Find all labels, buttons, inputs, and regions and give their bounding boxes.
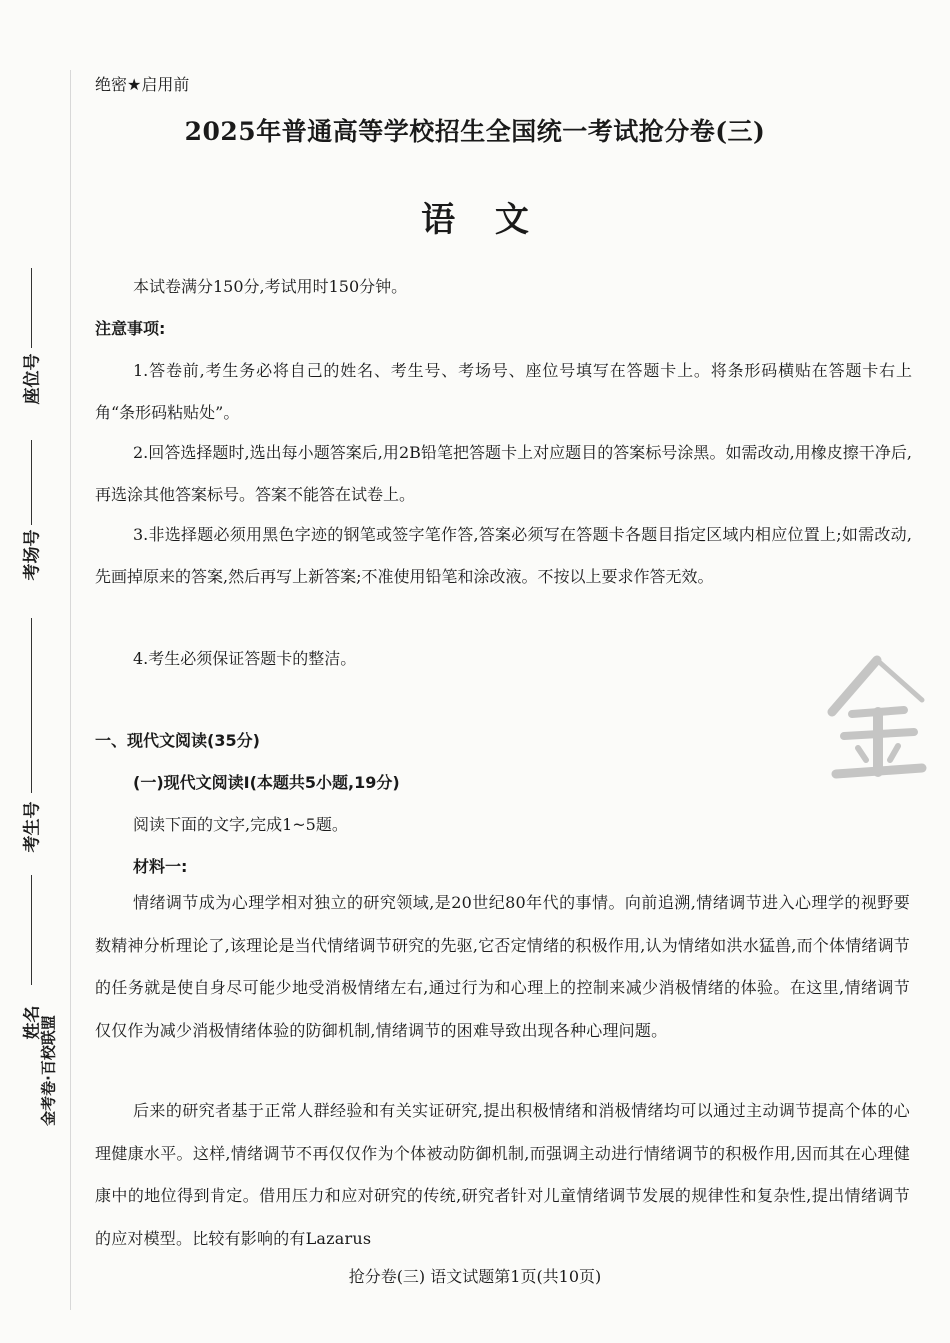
name-blank[interactable] bbox=[31, 875, 32, 985]
notice-item-2: 2.回答选择题时,选出每小题答案后,用2B铅笔把答题卡上对应题目的答案标号涂黑。如需改动,用橡皮擦干净后,再选涂其他答案标号。答案不能答在试卷上。 bbox=[95, 443, 912, 504]
page-footer: 抢分卷(三) 语文试题第1页(共10页) bbox=[348, 1267, 602, 1286]
room-label: 考场号 bbox=[22, 529, 43, 581]
notice-item-4: 4.考生必须保证答题卡的整洁。 bbox=[133, 649, 357, 668]
notice-item-1: 1.答卷前,考生务必将自己的姓名、考生号、考场号、座位号填写在答题卡上。将条形码横贴在答题卡右上角“条形码粘贴处”。 bbox=[95, 361, 912, 422]
reading-instruction: 阅读下面的文字,完成1~5题。 bbox=[133, 815, 348, 834]
material-label: 材料一: bbox=[133, 857, 188, 876]
exam-no-blank[interactable] bbox=[31, 618, 32, 793]
exam-no-label: 考生号 bbox=[22, 801, 43, 853]
seat-blank[interactable] bbox=[31, 268, 32, 348]
notice-item-3: 3.非选择题必须用黑色字迹的钢笔或签字笔作答,答案必须写在答题卡各题目指定区域内相应位置上;如需改动,先画掉原来的答案,然后再写上新答案;不准使用铅笔和涂改液。不按以上要求作答无效。 bbox=[95, 525, 912, 586]
score-time-text: 本试卷满分150分,考试用时150分钟。 bbox=[133, 277, 408, 296]
binding-divider bbox=[70, 70, 71, 1310]
notice-title: 注意事项: bbox=[95, 319, 166, 338]
material-paragraph-2: 后来的研究者基于正常人群经验和有关实证研究,提出积极情绪和消极情绪均可以通过主动调节提高个体的心理健康水平。这样,情绪调节不再仅仅作为个体被动防御机制,而强调主动进行情绪调节的积极作用,因而其在心理健康中的地位得到肯定。借用压力和应对研究的传统,研究者针对儿童情绪调节发展的规律性和复杂性,提出情绪调节的应对模型。比较有影响的有Lazarus bbox=[95, 1101, 910, 1248]
room-blank[interactable] bbox=[31, 440, 32, 525]
page-title: 2025年普通高等学校招生全国统一考试抢分卷(三) bbox=[184, 117, 766, 146]
org-label: 金考卷·百校联盟 bbox=[39, 1015, 58, 1126]
material-paragraph-1: 情绪调节成为心理学相对独立的研究领域,是20世纪80年代的事情。向前追溯,情绪调节进入心理学的视野要数精神分析理论了,该理论是当代情绪调节研究的先驱,它否定情绪的积极作用,认为情绪如洪水猛兽,而个体情绪调节的任务就是使自身尽可能少地受消极情绪左右,通过行为和心理上的控制来减少消极情绪的体验。在这里,情绪调节仅仅作为减少消极情绪体验的防御机制,情绪调节的困难导致出现各种心理问题。 bbox=[95, 893, 910, 1040]
name-label: 姓名 bbox=[22, 1005, 43, 1040]
confidential-mark: 绝密★启用前 bbox=[95, 75, 190, 94]
section-heading: 一、现代文阅读(35分) bbox=[95, 731, 260, 750]
seat-label: 座位号 bbox=[22, 353, 43, 405]
subsection-heading: (一)现代文阅读Ⅰ(本题共5小题,19分) bbox=[133, 773, 400, 792]
subject-title: 语 文 bbox=[421, 200, 529, 240]
